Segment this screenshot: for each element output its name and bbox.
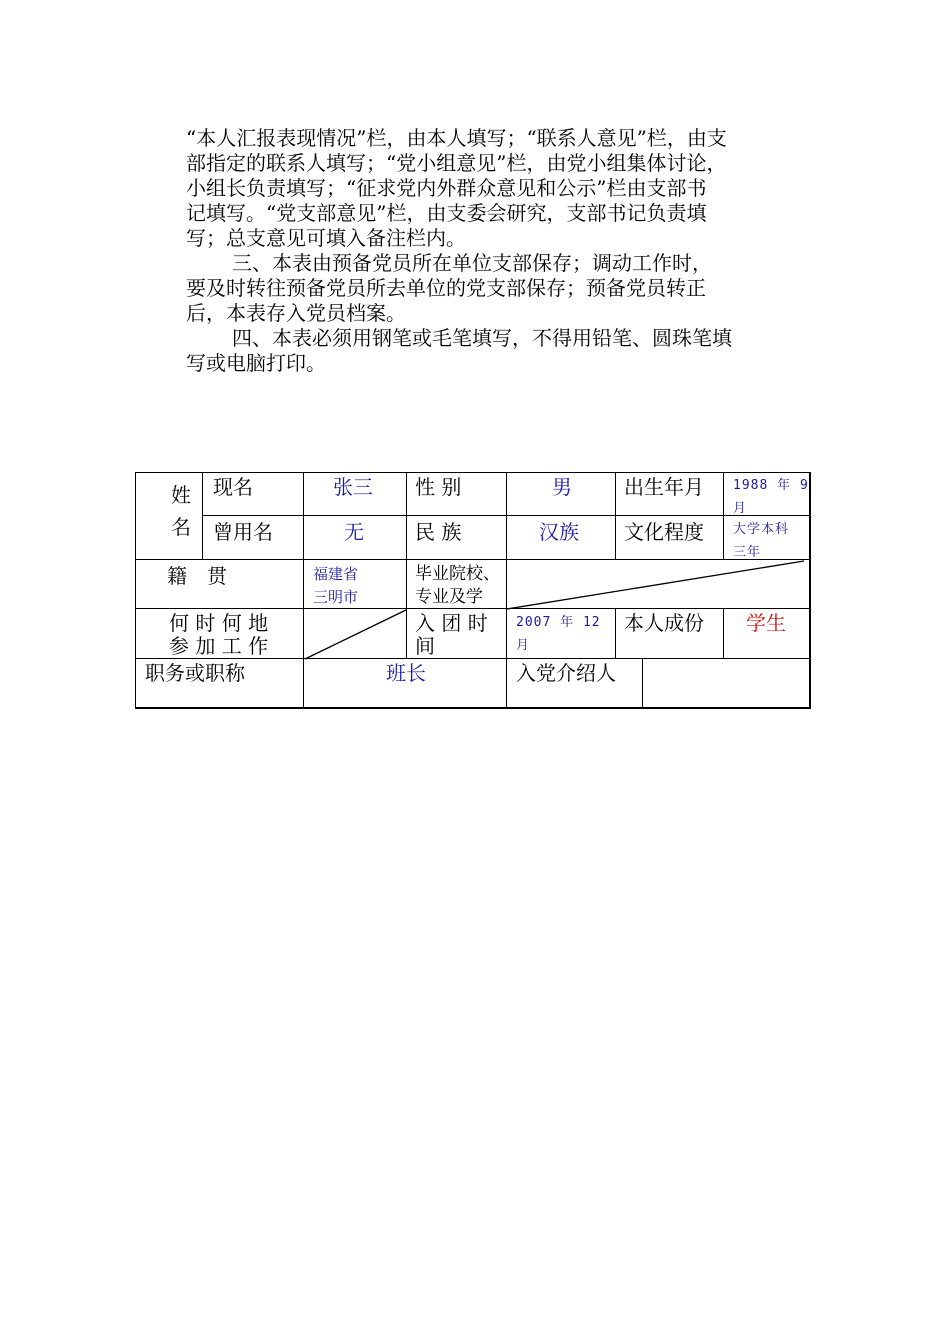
status-label-cell bbox=[616, 609, 724, 659]
education-label: 文化程度 bbox=[624, 520, 704, 544]
league-label-line-1: 入 团 时 bbox=[415, 611, 488, 635]
paragraph-line: “本人汇报表现情况”栏，由本人填写；“联系人意见”栏，由支 bbox=[186, 126, 727, 150]
league-value-cell[interactable] bbox=[507, 609, 616, 659]
ethnicity-value-cell[interactable] bbox=[507, 516, 616, 560]
league-value-line-2: 月 bbox=[516, 638, 531, 653]
current-name-label-cell bbox=[203, 472, 304, 516]
name-header-cell bbox=[135, 472, 203, 560]
position-label-cell bbox=[135, 659, 304, 708]
native-place-value-line-1: 福建省 bbox=[313, 565, 359, 583]
paragraph-line: 四、本表必须用钢笔或毛笔填写，不得用铅笔、圆珠笔填 bbox=[232, 326, 732, 350]
league-label-cell bbox=[407, 609, 507, 659]
education-value-line-2: 三年 bbox=[733, 545, 762, 560]
introducer-label: 入党介绍人 bbox=[516, 661, 616, 685]
native-place-label-cell bbox=[135, 560, 304, 609]
position-value: 班长 bbox=[386, 661, 426, 685]
former-name-label: 曾用名 bbox=[213, 520, 273, 544]
gender-value: 男 bbox=[552, 475, 572, 499]
school-value-cell[interactable] bbox=[507, 560, 810, 609]
birth-label-cell bbox=[616, 472, 724, 516]
school-label-cell bbox=[407, 560, 507, 609]
current-name-value: 张三 bbox=[333, 475, 373, 499]
native-place-value-line-2: 三明市 bbox=[313, 588, 359, 606]
gender-label: 性 别 bbox=[415, 475, 462, 499]
school-label-line-2: 专业及学 bbox=[415, 587, 483, 607]
birth-value-line-1: 1988 年 9 bbox=[733, 478, 809, 493]
native-place-value-cell[interactable] bbox=[304, 560, 407, 609]
paragraph-line: 要及时转往预备党员所去单位的党支部保存；预备党员转正 bbox=[186, 276, 706, 300]
status-value-cell[interactable] bbox=[724, 609, 810, 659]
gender-value-cell[interactable] bbox=[507, 472, 616, 516]
paragraph-line: 小组长负责填写；“征求党内外群众意见和公示”栏由支部书 bbox=[186, 176, 707, 200]
paragraph-line: 后，本表存入党员档案。 bbox=[186, 301, 406, 325]
introducer-value-cell[interactable] bbox=[643, 659, 810, 708]
native-place-label: 籍 贯 bbox=[167, 564, 227, 588]
ethnicity-value: 汉族 bbox=[539, 520, 579, 544]
position-label: 职务或职称 bbox=[145, 661, 245, 685]
paragraph-line: 写；总支意见可填入备注栏内。 bbox=[186, 226, 466, 250]
ethnicity-label: 民 族 bbox=[415, 520, 462, 544]
position-value-cell[interactable] bbox=[304, 659, 507, 708]
work-start-value-cell[interactable] bbox=[304, 609, 407, 659]
former-name-label-cell bbox=[203, 516, 304, 560]
education-value-line-1: 大学本科 bbox=[733, 522, 790, 537]
work-start-label-line-2: 参 加 工 作 bbox=[169, 634, 269, 658]
education-label-cell bbox=[616, 516, 724, 560]
name-label-1: 姓 bbox=[171, 483, 191, 507]
paragraph-line: 写或电脑打印。 bbox=[186, 351, 326, 375]
education-value-cell[interactable] bbox=[724, 516, 810, 560]
status-value: 学生 bbox=[746, 611, 786, 635]
current-name-value-cell[interactable] bbox=[304, 472, 407, 516]
birth-value-line-2: 月 bbox=[733, 501, 748, 516]
work-start-label-line-1: 何 时 何 地 bbox=[169, 611, 269, 635]
league-value-line-1: 2007 年 12 bbox=[516, 615, 601, 630]
league-label-line-2: 间 bbox=[415, 634, 435, 658]
paragraph-line: 部指定的联系人填写；“党小组意见”栏，由党小组集体讨论， bbox=[186, 151, 727, 175]
birth-label: 出生年月 bbox=[624, 475, 704, 499]
introducer-label-cell bbox=[507, 659, 643, 708]
former-name-value: 无 bbox=[344, 520, 364, 544]
paragraph-line: 记填写。“党支部意见”栏，由支委会研究，支部书记负责填 bbox=[186, 201, 707, 225]
name-label-2: 名 bbox=[171, 515, 191, 539]
member-info-table bbox=[135, 472, 810, 708]
birth-value-cell[interactable] bbox=[724, 472, 810, 516]
work-start-label-cell bbox=[135, 609, 304, 659]
gender-label-cell bbox=[407, 472, 507, 516]
school-label-line-1: 毕业院校、 bbox=[415, 564, 500, 584]
current-name-label: 现名 bbox=[213, 475, 253, 499]
status-label: 本人成份 bbox=[624, 611, 704, 635]
ethnicity-label-cell bbox=[407, 516, 507, 560]
former-name-value-cell[interactable] bbox=[304, 516, 407, 560]
paragraph-line: 三、本表由预备党员所在单位支部保存；调动工作时， bbox=[232, 251, 712, 275]
